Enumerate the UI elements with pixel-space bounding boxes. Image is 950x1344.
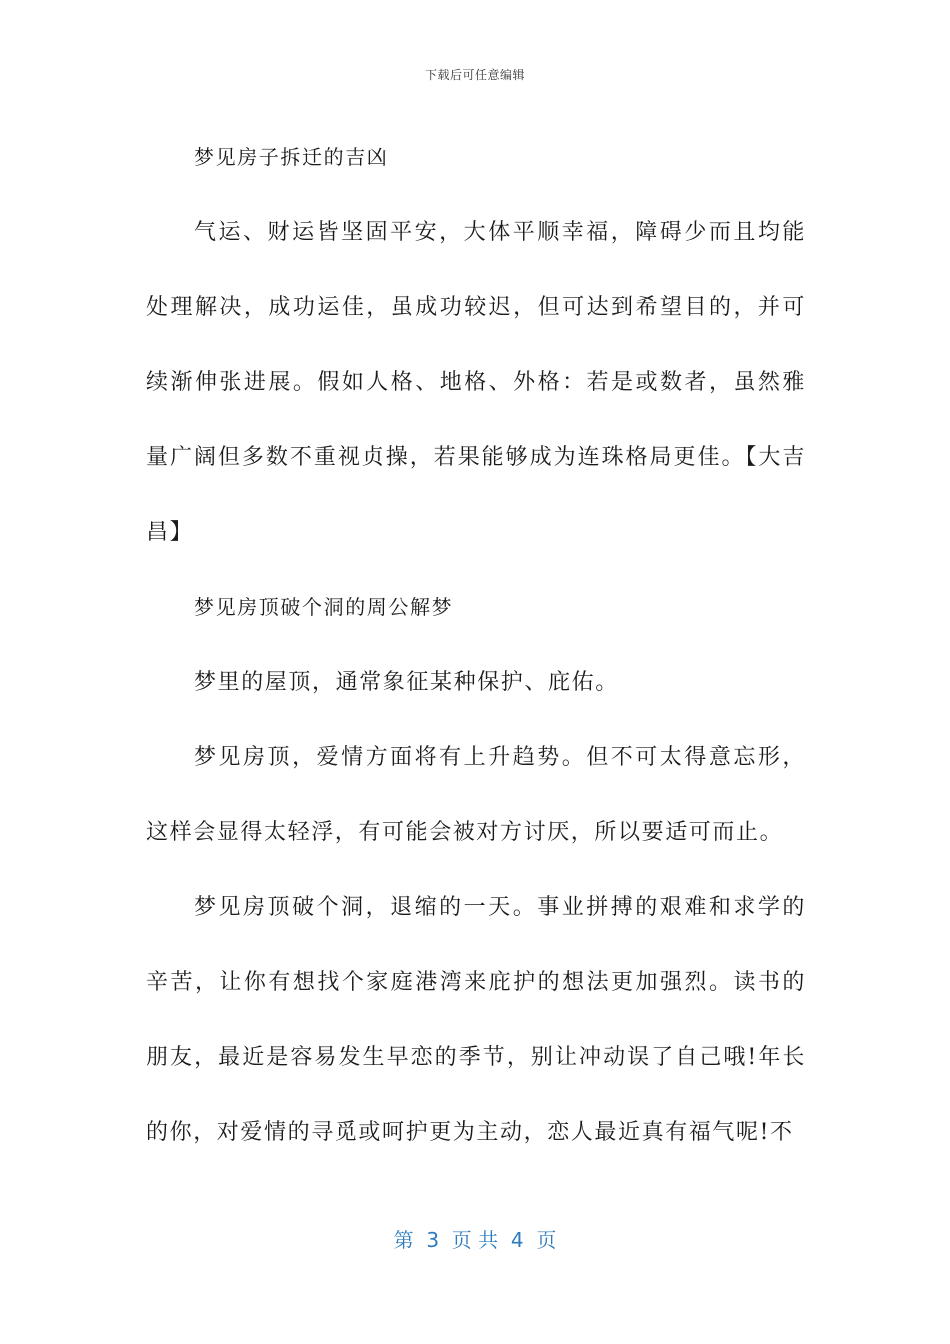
page-number-footer: 第 3 页 共 4 页 (393, 1228, 557, 1252)
section-heading-roof-hole: 梦见房顶破个洞的周公解梦 (194, 595, 454, 619)
page-header-note: 下载后可任意编辑 (424, 68, 525, 82)
paragraph-roof-hole-dream: 梦见房顶破个洞，退缩的一天。事业拼搏的艰难和求学的辛苦，让你有想找个家庭港湾来庇护的想法更加强烈。读书的朋友，最近是容易发生早恋的季节，别让冲动误了自己哦!年长的你，对爱情的寻觅或呵护更为主动，恋人最近真有福气呢!不 (146, 895, 806, 1145)
paragraph-roof-meaning: 梦里的屋顶，通常象征某种保护、庇佑。 (194, 670, 619, 695)
document-body (146, 120, 806, 1170)
section-heading-demolition: 梦见房子拆迁的吉凶 (194, 145, 389, 169)
paragraph-fortune: 气运、财运皆坚固平安，大体平顺幸福，障碍少而且均能处理解决，成功运佳，虽成功较迟，但可达到希望目的，并可续渐伸张进展。假如人格、地格、外格：若是或数者，虽然雅量广阔但多数不重视贞操，若果能够成为连珠格局更佳。【大吉昌】 (146, 220, 806, 545)
paragraph-roof-love: 梦见房顶，爱情方面将有上升趋势。但不可太得意忘形，这样会显得太轻浮，有可能会被对方讨厌，所以要适可而止。 (146, 745, 806, 845)
